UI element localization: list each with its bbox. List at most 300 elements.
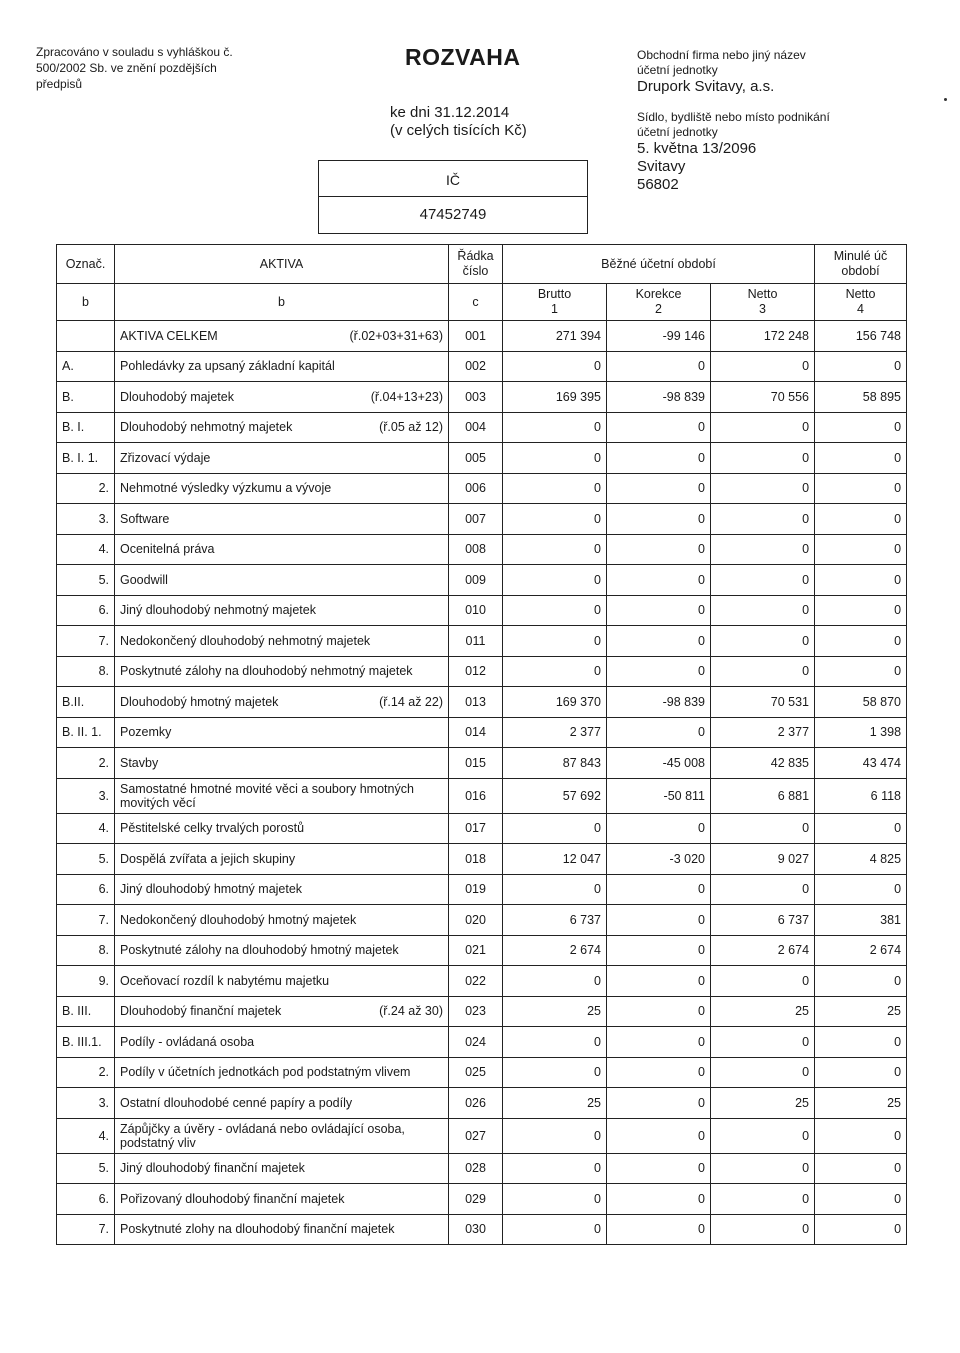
table-row <box>57 565 907 596</box>
value-netto: 172 248 <box>711 321 815 352</box>
header-korekce <box>607 284 711 321</box>
table-row <box>57 935 907 966</box>
row-name <box>115 1214 449 1245</box>
row-name-text: Poskytnuté zálohy na dlouhodobý hmotný majetek <box>120 943 399 958</box>
value-brutto: 12 047 <box>503 844 607 875</box>
header-row <box>57 245 907 284</box>
value-brutto: 6 737 <box>503 905 607 936</box>
row-code: 2. <box>57 473 115 504</box>
legal-note-line: předpisů <box>36 77 83 91</box>
header-minule <box>815 245 907 284</box>
row-code: 7. <box>57 1214 115 1245</box>
row-name <box>115 351 449 382</box>
value-korekce: 0 <box>607 1057 711 1088</box>
row-name-text: Dospělá zvířata a jejich skupiny <box>120 851 296 866</box>
value-netto: 0 <box>711 1184 815 1215</box>
row-code: 2. <box>57 748 115 779</box>
value-korekce: -98 839 <box>607 382 711 413</box>
row-code: 4. <box>57 813 115 844</box>
value-netto-prev: 0 <box>815 1118 907 1153</box>
firm-label: Obchodní firma nebo jiný název <box>637 48 806 62</box>
row-code: B. III.1. <box>57 1027 115 1058</box>
value-brutto: 2 674 <box>503 935 607 966</box>
row-code: 7. <box>57 905 115 936</box>
value-brutto: 169 370 <box>503 687 607 718</box>
row-name-text: Jiný dlouhodobý nehmotný majetek <box>120 603 316 618</box>
row-number: 026 <box>449 1088 503 1119</box>
value-netto-prev: 0 <box>815 656 907 687</box>
table-row <box>57 778 907 813</box>
value-netto-prev: 381 <box>815 905 907 936</box>
firm-label: účetní jednotky <box>637 63 718 77</box>
row-number: 011 <box>449 626 503 657</box>
row-name <box>115 382 449 413</box>
value-netto-prev: 0 <box>815 1214 907 1245</box>
value-brutto: 0 <box>503 1027 607 1058</box>
header-radka-1: Řádka <box>457 249 494 263</box>
value-netto-prev: 2 674 <box>815 935 907 966</box>
header-netto-prev <box>815 284 907 321</box>
row-name-text: Goodwill <box>120 572 168 587</box>
value-netto: 0 <box>711 626 815 657</box>
value-brutto: 0 <box>503 1214 607 1245</box>
row-name-text: Jiný dlouhodobý hmotný majetek <box>120 882 303 897</box>
row-name <box>115 1153 449 1184</box>
row-code: B.II. <box>57 687 115 718</box>
row-name-text: Podíly - ovládaná osoba <box>120 1034 255 1049</box>
row-name-text: Ocenitelná práva <box>120 542 215 557</box>
row-number: 010 <box>449 595 503 626</box>
value-netto: 25 <box>711 996 815 1027</box>
value-netto-prev: 0 <box>815 412 907 443</box>
firm-name: Drupork Svitavy, a.s. <box>637 78 775 95</box>
row-name-text: Dlouhodobý nehmotný majetek <box>120 420 293 435</box>
row-name-text: Dlouhodobý finanční majetek <box>120 1004 282 1019</box>
header-netto-num: 3 <box>759 302 766 316</box>
row-number: 027 <box>449 1118 503 1153</box>
row-number: 017 <box>449 813 503 844</box>
value-brutto: 0 <box>503 351 607 382</box>
header-b2: b <box>115 284 449 321</box>
value-netto: 0 <box>711 473 815 504</box>
value-brutto: 271 394 <box>503 321 607 352</box>
value-korekce: 0 <box>607 565 711 596</box>
value-netto: 0 <box>711 1153 815 1184</box>
row-number: 016 <box>449 778 503 813</box>
value-korekce: 0 <box>607 1184 711 1215</box>
value-netto: 0 <box>711 656 815 687</box>
value-netto: 0 <box>711 966 815 997</box>
value-netto-prev: 0 <box>815 351 907 382</box>
value-netto: 70 531 <box>711 687 815 718</box>
row-name <box>115 748 449 779</box>
row-name <box>115 595 449 626</box>
row-name <box>115 534 449 565</box>
value-brutto: 87 843 <box>503 748 607 779</box>
row-name-text: Software <box>120 511 170 526</box>
header-brutto-num: 1 <box>551 302 558 316</box>
value-netto: 2 674 <box>711 935 815 966</box>
value-netto: 0 <box>711 874 815 905</box>
row-code: 8. <box>57 935 115 966</box>
row-name <box>115 687 449 718</box>
value-netto-prev: 0 <box>815 1184 907 1215</box>
value-netto-prev: 0 <box>815 534 907 565</box>
row-number: 029 <box>449 1184 503 1215</box>
row-name <box>115 321 449 352</box>
value-korekce: 0 <box>607 656 711 687</box>
row-number: 013 <box>449 687 503 718</box>
row-number: 024 <box>449 1027 503 1058</box>
table-row <box>57 321 907 352</box>
row-code: 2. <box>57 1057 115 1088</box>
table-row <box>57 351 907 382</box>
row-name-text: Zřizovací výdaje <box>120 450 211 465</box>
row-name <box>115 966 449 997</box>
row-formula: (ř.14 až 22) <box>379 694 443 709</box>
row-formula: (ř.04+13+23) <box>370 389 443 404</box>
table-row <box>57 1118 907 1153</box>
row-name <box>115 1027 449 1058</box>
units-note: (v celých tisících Kč) <box>390 122 527 139</box>
value-netto: 0 <box>711 351 815 382</box>
value-brutto: 0 <box>503 1057 607 1088</box>
row-name <box>115 1088 449 1119</box>
row-number: 023 <box>449 996 503 1027</box>
table-row <box>57 382 907 413</box>
value-brutto: 0 <box>503 473 607 504</box>
row-name-text: Samostatné hmotné movité věci a soubory hmotných movitých věcí <box>120 781 414 810</box>
header-minule-2: období <box>841 264 880 278</box>
value-netto: 6 881 <box>711 778 815 813</box>
value-netto: 0 <box>711 813 815 844</box>
value-korekce: 0 <box>607 473 711 504</box>
header-c: c <box>449 284 503 321</box>
value-korekce: 0 <box>607 905 711 936</box>
row-number: 007 <box>449 504 503 535</box>
header-korekce-num: 2 <box>655 302 662 316</box>
value-netto-prev: 0 <box>815 443 907 474</box>
value-netto: 0 <box>711 412 815 443</box>
value-netto: 0 <box>711 1057 815 1088</box>
row-name <box>115 778 449 813</box>
header-radka <box>449 245 503 284</box>
row-name-text: Nedokončený dlouhodobý hmotný majetek <box>120 912 357 927</box>
row-number: 021 <box>449 935 503 966</box>
row-code: 5. <box>57 1153 115 1184</box>
value-korekce: -3 020 <box>607 844 711 875</box>
value-brutto: 0 <box>503 595 607 626</box>
row-code: 4. <box>57 534 115 565</box>
value-netto-prev: 0 <box>815 595 907 626</box>
firm-zip: 56802 <box>637 176 679 193</box>
value-brutto: 25 <box>503 1088 607 1119</box>
value-korekce: 0 <box>607 1088 711 1119</box>
row-number: 005 <box>449 443 503 474</box>
value-brutto: 0 <box>503 565 607 596</box>
row-name <box>115 905 449 936</box>
row-code: B. II. 1. <box>57 717 115 748</box>
row-code: 8. <box>57 656 115 687</box>
row-name-text: Oceňovací rozdíl k nabytému majetku <box>120 973 330 988</box>
value-netto: 6 737 <box>711 905 815 936</box>
value-netto: 25 <box>711 1088 815 1119</box>
header-korekce-label: Korekce <box>635 287 682 301</box>
row-code: B. <box>57 382 115 413</box>
row-number: 020 <box>449 905 503 936</box>
value-korekce: 0 <box>607 1118 711 1153</box>
value-korekce: 0 <box>607 443 711 474</box>
table-row <box>57 844 907 875</box>
value-netto: 0 <box>711 504 815 535</box>
value-netto-prev: 25 <box>815 1088 907 1119</box>
row-name-text: Ostatní dlouhodobé cenné papíry a podíly <box>120 1095 353 1110</box>
row-number: 006 <box>449 473 503 504</box>
table-row <box>57 1153 907 1184</box>
table-row <box>57 626 907 657</box>
header-oznac: Označ. <box>57 245 115 284</box>
row-number: 002 <box>449 351 503 382</box>
header-netto-prev-num: 4 <box>857 302 864 316</box>
value-netto-prev: 0 <box>815 813 907 844</box>
value-korekce: -98 839 <box>607 687 711 718</box>
row-name-text: Nehmotné výsledky výzkumu a vývoje <box>120 481 332 496</box>
value-brutto: 0 <box>503 874 607 905</box>
value-korekce: 0 <box>607 966 711 997</box>
balance-table <box>56 244 907 1245</box>
firm-info <box>637 48 927 194</box>
table-row <box>57 966 907 997</box>
value-korekce: 0 <box>607 504 711 535</box>
value-korekce: 0 <box>607 1153 711 1184</box>
row-code: 3. <box>57 778 115 813</box>
header-aktiva: AKTIVA <box>115 245 449 284</box>
row-name-text: Stavby <box>120 755 159 770</box>
row-name <box>115 874 449 905</box>
value-korekce: -99 146 <box>607 321 711 352</box>
value-netto-prev: 43 474 <box>815 748 907 779</box>
table-row <box>57 656 907 687</box>
balance-date: ke dni 31.12.2014 <box>390 104 510 121</box>
value-brutto: 0 <box>503 813 607 844</box>
row-code: 6. <box>57 595 115 626</box>
value-netto-prev: 0 <box>815 1027 907 1058</box>
table-row <box>57 905 907 936</box>
row-number: 018 <box>449 844 503 875</box>
header-radka-2: číslo <box>462 264 489 278</box>
value-korekce: -45 008 <box>607 748 711 779</box>
header-b1: b <box>57 284 115 321</box>
table-row <box>57 1214 907 1245</box>
row-name <box>115 626 449 657</box>
table-row <box>57 595 907 626</box>
value-netto: 0 <box>711 565 815 596</box>
table-row <box>57 874 907 905</box>
seat-label: účetní jednotky <box>637 125 718 139</box>
value-netto-prev: 58 895 <box>815 382 907 413</box>
value-brutto: 0 <box>503 1153 607 1184</box>
row-name <box>115 565 449 596</box>
row-number: 019 <box>449 874 503 905</box>
row-code: 6. <box>57 1184 115 1215</box>
table-row <box>57 1057 907 1088</box>
header-brutto-label: Brutto <box>537 287 572 301</box>
row-name-text: Nedokončený dlouhodobý nehmotný majetek <box>120 633 371 648</box>
header-bezne: Běžné účetní období <box>503 245 815 284</box>
value-brutto: 169 395 <box>503 382 607 413</box>
row-code: 4. <box>57 1118 115 1153</box>
row-formula: (ř.05 až 12) <box>379 420 443 435</box>
legal-note-line: Zpracováno v souladu s vyhláškou č. <box>36 45 233 59</box>
value-korekce: 0 <box>607 717 711 748</box>
table-row <box>57 412 907 443</box>
row-name <box>115 473 449 504</box>
value-netto-prev: 0 <box>815 504 907 535</box>
row-name <box>115 504 449 535</box>
value-korekce: 0 <box>607 351 711 382</box>
legal-note-line: 500/2002 Sb. ve znění pozdějších <box>36 61 217 75</box>
value-netto: 0 <box>711 443 815 474</box>
value-korekce: -50 811 <box>607 778 711 813</box>
row-number: 025 <box>449 1057 503 1088</box>
header-brutto <box>503 284 607 321</box>
row-code: A. <box>57 351 115 382</box>
ic-box <box>318 160 588 234</box>
value-brutto: 0 <box>503 656 607 687</box>
row-code: 6. <box>57 874 115 905</box>
row-name-text: Pozemky <box>120 725 172 740</box>
value-brutto: 0 <box>503 504 607 535</box>
row-number: 015 <box>449 748 503 779</box>
seat-label: Sídlo, bydliště nebo místo podnikání <box>637 110 830 124</box>
row-name <box>115 935 449 966</box>
balance-rows <box>57 321 907 1245</box>
table-row <box>57 687 907 718</box>
row-code: 9. <box>57 966 115 997</box>
document-title: ROZVAHA <box>405 44 521 70</box>
header-row-2 <box>57 284 907 321</box>
row-number: 030 <box>449 1214 503 1245</box>
row-code: 3. <box>57 1088 115 1119</box>
row-number: 014 <box>449 717 503 748</box>
value-netto-prev: 4 825 <box>815 844 907 875</box>
row-name <box>115 1057 449 1088</box>
value-netto: 0 <box>711 1214 815 1245</box>
value-korekce: 0 <box>607 1214 711 1245</box>
row-code: 7. <box>57 626 115 657</box>
table-row <box>57 1184 907 1215</box>
row-name <box>115 412 449 443</box>
row-formula: (ř.24 až 30) <box>379 1004 443 1019</box>
value-netto-prev: 25 <box>815 996 907 1027</box>
value-netto: 70 556 <box>711 382 815 413</box>
value-korekce: 0 <box>607 595 711 626</box>
value-korekce: 0 <box>607 626 711 657</box>
row-code: 5. <box>57 844 115 875</box>
value-netto: 0 <box>711 1118 815 1153</box>
value-brutto: 57 692 <box>503 778 607 813</box>
firm-city: Svitavy <box>637 158 686 175</box>
table-row <box>57 443 907 474</box>
row-number: 004 <box>449 412 503 443</box>
table-row <box>57 1088 907 1119</box>
value-brutto: 0 <box>503 1118 607 1153</box>
scan-dot <box>944 98 947 101</box>
row-code: B. III. <box>57 996 115 1027</box>
value-korekce: 0 <box>607 935 711 966</box>
row-number: 001 <box>449 321 503 352</box>
value-netto: 2 377 <box>711 717 815 748</box>
row-name <box>115 1184 449 1215</box>
row-code: 5. <box>57 565 115 596</box>
value-netto: 42 835 <box>711 748 815 779</box>
row-name-text: Poskytnuté zlohy na dlouhodobý finanční majetek <box>120 1222 395 1237</box>
value-netto-prev: 0 <box>815 626 907 657</box>
row-name <box>115 996 449 1027</box>
row-name <box>115 813 449 844</box>
row-formula: (ř.02+03+31+63) <box>349 328 443 343</box>
value-netto: 9 027 <box>711 844 815 875</box>
row-name-text: Poskytnuté zálohy na dlouhodobý nehmotný majetek <box>120 664 413 679</box>
row-name-text: Zápůjčky a úvěry - ovládaná nebo ovládající osoba, podstatný vliv <box>120 1121 405 1150</box>
value-netto-prev: 0 <box>815 1057 907 1088</box>
value-brutto: 0 <box>503 966 607 997</box>
value-netto-prev: 0 <box>815 473 907 504</box>
table-row <box>57 534 907 565</box>
row-name-text: Pohledávky za upsaný základní kapitál <box>120 359 335 374</box>
value-korekce: 0 <box>607 534 711 565</box>
table-row <box>57 717 907 748</box>
value-netto-prev: 58 870 <box>815 687 907 718</box>
table-row <box>57 504 907 535</box>
ic-label: IČ <box>319 161 587 197</box>
value-brutto: 0 <box>503 534 607 565</box>
row-name-text: AKTIVA CELKEM <box>120 328 218 343</box>
legal-note <box>36 44 276 92</box>
value-korekce: 0 <box>607 996 711 1027</box>
ic-value: 47452749 <box>419 206 487 223</box>
row-name <box>115 443 449 474</box>
table-row <box>57 813 907 844</box>
value-korekce: 0 <box>607 874 711 905</box>
date-block <box>390 104 527 140</box>
value-netto: 0 <box>711 1027 815 1058</box>
value-netto-prev: 1 398 <box>815 717 907 748</box>
value-netto-prev: 0 <box>815 874 907 905</box>
row-name <box>115 844 449 875</box>
row-number: 008 <box>449 534 503 565</box>
row-code: 3. <box>57 504 115 535</box>
row-name-text: Jiný dlouhodobý finanční majetek <box>120 1161 305 1176</box>
row-name <box>115 656 449 687</box>
table-row <box>57 1027 907 1058</box>
header-netto-prev-label: Netto <box>845 287 876 301</box>
value-brutto: 0 <box>503 1184 607 1215</box>
header-minule-1: Minulé úč <box>833 249 888 263</box>
row-name <box>115 717 449 748</box>
value-netto-prev: 0 <box>815 565 907 596</box>
value-netto-prev: 0 <box>815 1153 907 1184</box>
value-brutto: 0 <box>503 443 607 474</box>
row-name-text: Pěstitelské celky trvalých porostů <box>120 821 305 836</box>
value-korekce: 0 <box>607 1027 711 1058</box>
value-brutto: 0 <box>503 412 607 443</box>
table-row <box>57 996 907 1027</box>
header-netto-label: Netto <box>747 287 778 301</box>
value-netto-prev: 156 748 <box>815 321 907 352</box>
row-number: 003 <box>449 382 503 413</box>
table-row <box>57 473 907 504</box>
